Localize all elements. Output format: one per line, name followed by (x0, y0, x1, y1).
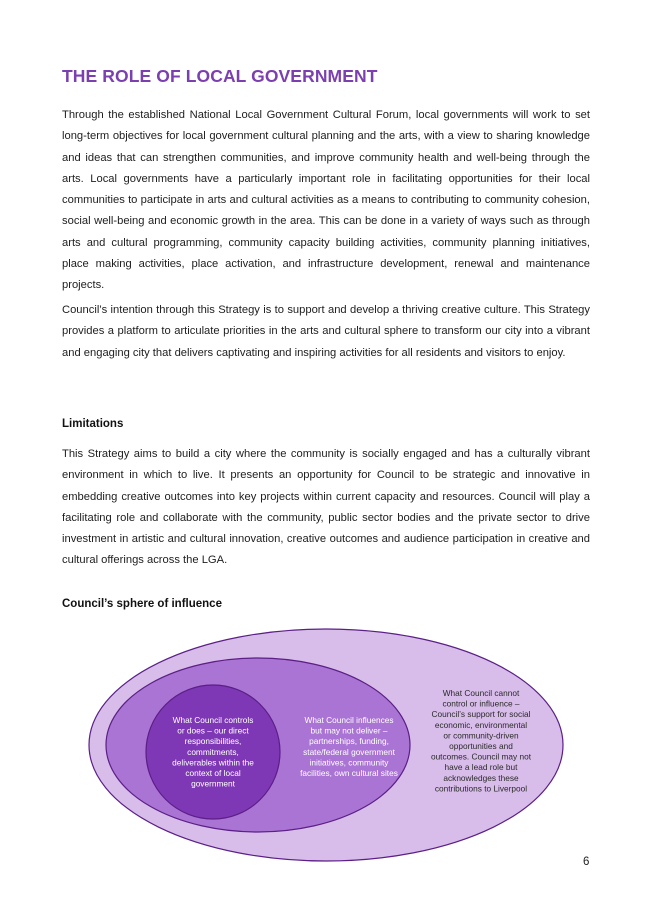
page-title: THE ROLE OF LOCAL GOVERNMENT (62, 66, 378, 86)
sphere-heading: Council’s sphere of influence (62, 598, 222, 610)
outer-line: Council’s support for social (431, 709, 531, 720)
middle-line: partnerships, funding, (309, 736, 389, 747)
outer-line: opportunities and (449, 741, 513, 751)
outer-line: acknowledges these (443, 772, 519, 783)
inner-line: deliverables within the (172, 757, 254, 768)
middle-line: but may not deliver – (310, 725, 388, 736)
limitations-paragraph: This Strategy aims to build a city where the community is socially engaged and has a culturally vibrant environment in which to live. It presents an opportunity for Council to be strategic and innovative in embedding creative outcomes into key projects within current capacity and resources. Council will play a facilitating role and collaborate with the community, public sector bodies and the private sector to drive investment in artistic and cultural innovation, creative outcomes and audience participation in creative and cultural offerings across the LGA. (62, 448, 590, 567)
middle-sphere-text (300, 715, 398, 778)
outer-line: have a lead role but (444, 762, 518, 773)
inner-line: commitments, (187, 746, 239, 757)
middle-line: What Council influences (304, 715, 394, 725)
outer-line: What Council cannot (442, 688, 520, 698)
limitations-heading: Limitations (62, 418, 124, 430)
outer-line: contributions to Liverpool (434, 783, 528, 794)
outer-line: outcomes. Council may not (430, 751, 532, 762)
middle-line: state/federal government (303, 746, 395, 757)
inner-line: responsibilities, (184, 736, 242, 747)
outer-line: control or influence – (442, 698, 520, 709)
inner-line: context of local (185, 768, 241, 778)
strategy-paragraph: Council’s intention through this Strategy is to support and develop a thriving creative culture. This Strategy provides a platform to articulate priorities in the arts and cultural sphere to transform our city into a vibrant and engaging city that delivers captivating and inspiring activities for all residents and visitors to enjoy. (62, 304, 590, 359)
outer-line: economic, environmental (434, 719, 528, 730)
middle-line: facilities, own cultural sites (300, 768, 398, 778)
inner-line: What Council controls (172, 715, 254, 725)
middle-line: initiatives, community (309, 757, 389, 768)
outer-line: or community-driven (443, 730, 519, 741)
page-number: 6 (583, 856, 590, 868)
inner-line: government (191, 778, 235, 789)
intro-paragraph: Through the established National Local Government Cultural Forum, local governments will work to set long-term objectives for local government cultural planning and the arts, with a view to sharing knowledge and ideas that can strengthen communities, and improve community health and well-being through the arts. Local governments have a particularly important role in facilitating opportunities for their local communities to participate in arts and cultural activities as a means to contributing to community cohesion, social well-being and economic growth in the area. This can be done in a variety of ways such as through arts and cultural programming, community capacity building activities, community planning initiatives, place making activities, place activation, and infrastructure development, renewal and maintenance projects. (62, 109, 590, 292)
inner-line: or does – our direct (177, 725, 249, 736)
